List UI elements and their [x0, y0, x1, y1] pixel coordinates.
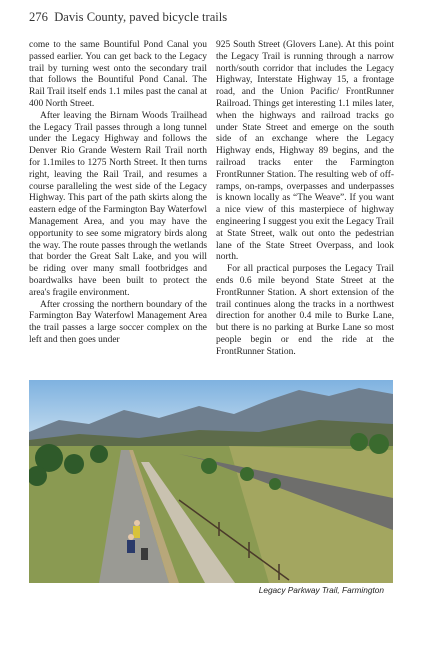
paragraph: come to the same Bountiful Pond Canal you passed earlier. You can get back to the Legacy trail by turning west onto the secondary trail that follows the Bountiful Pond Canal. The Rail Trail itself ends 1.1 miles past the canal at 400 North Street. [29, 40, 207, 109]
trail-photo [29, 380, 393, 583]
left-text-column [29, 40, 207, 347]
paragraph: For all practical purposes the Legacy Trail ends 0.6 mile beyond State Street at the FrontRunner Station. A short extension of the trail continues along the tracks in a northwest direction for another 0.4 mile to Burke Lane, but there is no parking at Burke Lane so most people begin or end the ride at the FrontRunner Station. [216, 264, 394, 357]
paragraph: After crossing the northern boundary of the Farmington Bay Waterfowl Management Area the trail passes a large soccer complex on the left and then goes under [29, 299, 207, 345]
paragraph: 925 South Street (Glovers Lane). At this point the Legacy Trail is running through a narrow north/south corridor that includes the Legacy Highway, Interstate Highway 15, a frontage road, and the Union Pacific/ FrontRunner Railroad. Things get interesting 1.1 miles later, when the highways and railroad tracks go under State Street and emerge on the south side of an exchange where the Legacy Highway ends, Highway 89 begins, and the railroad tracks enter the Farmington FrontRunner Station. The resulting web of off-ramps, on-ramps, overpasses and underpasses is known locally as “The Weave”. If you want a nice view of this masterpiece of highway engineering I suggest you exit the Legacy Trail at State Street, walk out onto the pedestrian lane of the State Street Overpass, and look north. [216, 40, 394, 263]
running-title: Davis County, paved bicycle trails [54, 10, 228, 24]
page-number: 276 [29, 10, 48, 24]
paragraph: After leaving the Birnam Woods Trailhead the Legacy Trail passes through a long tunnel under the Legacy Highway and follows the Denver Rio Grande Western Rail Trail north for 1.1miles to 1275 North Street. It then turns right, leaving the Rail Trail, and resumes a course paralleling the west side of the Legacy Highway. This part of the path skirts along the eastern edge of the Farmington Bay Waterfowl Management Area, and you may have the opportunity to see some migratory birds along the way. The route passes through the wetlands that border the Great Salt Lake, and you will be riding over many small footbridges and boardwalks have been built to protect the area's fragile environment. [29, 110, 207, 298]
running-header [29, 10, 227, 25]
right-text-column [216, 40, 394, 359]
photo-caption: Legacy Parkway Trail, Farmington [258, 585, 384, 595]
